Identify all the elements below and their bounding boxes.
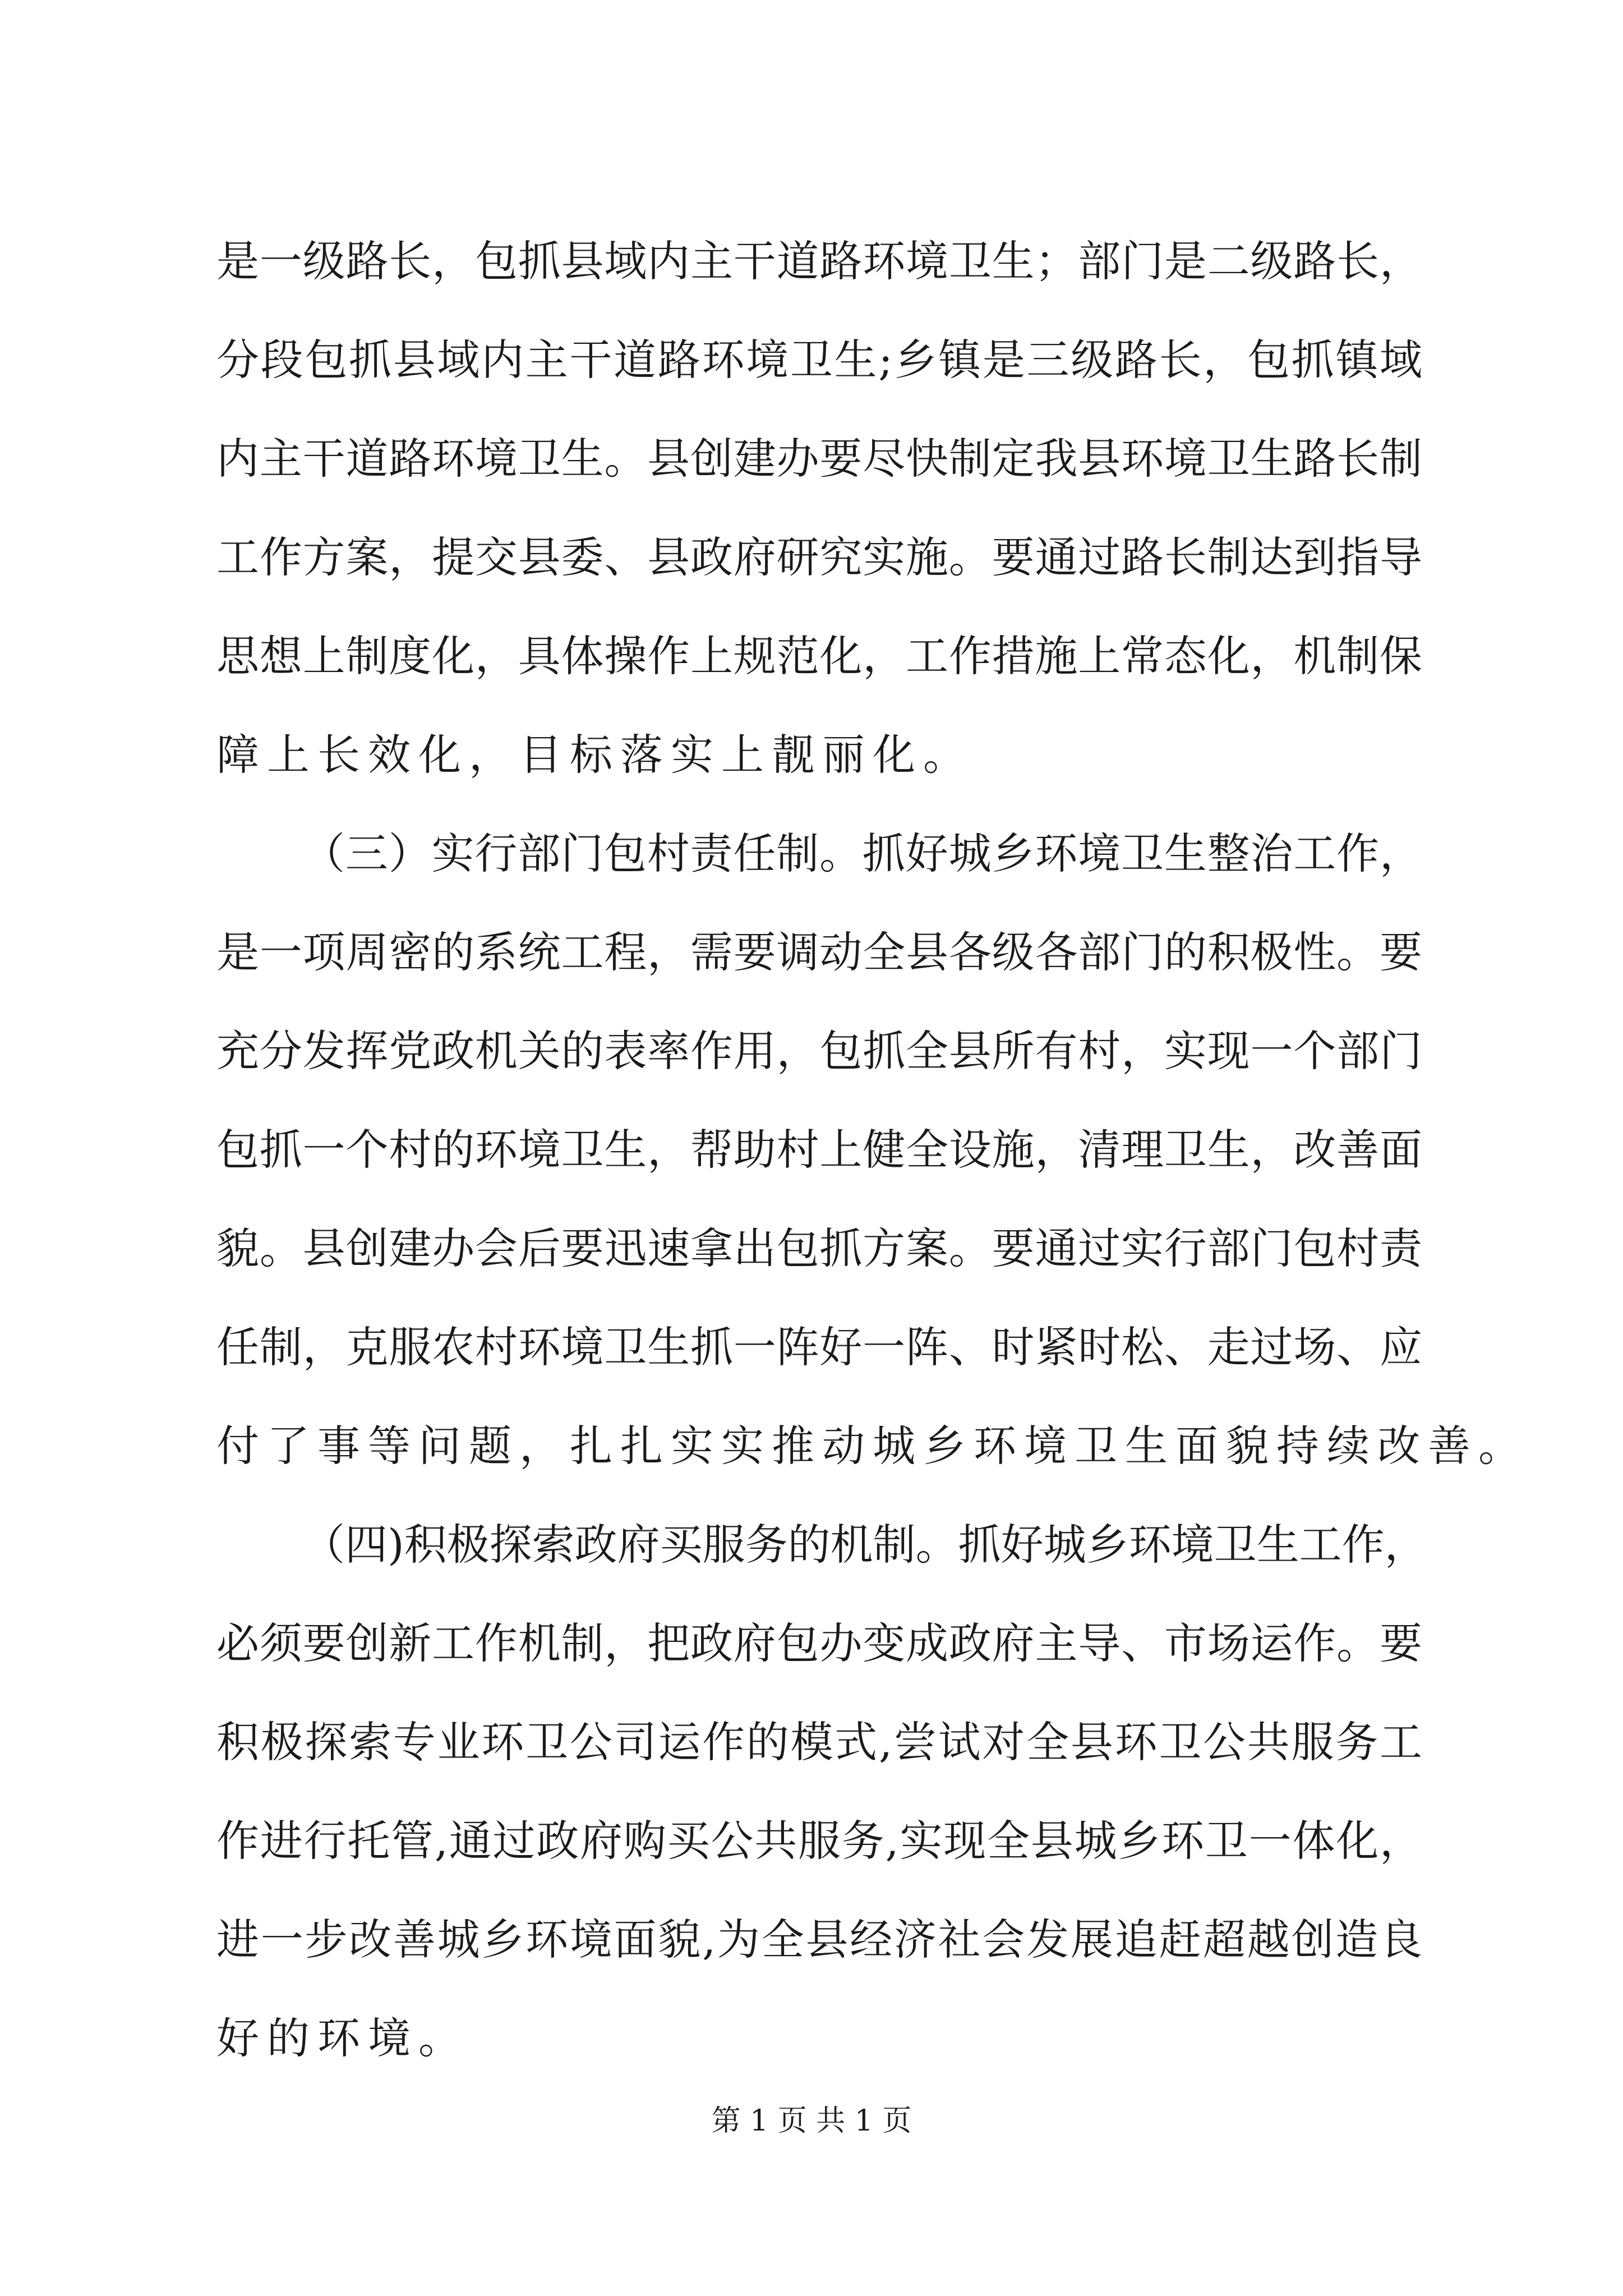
text-line: （三）实行部门包村责任制。抓好城乡环境卫生整治工作，: [302, 829, 1422, 878]
text-line: 好的环境。: [216, 2013, 469, 2063]
text-line: 内主干道路环境卫生。县创建办要尽快制定我县环境卫生路长制: [216, 434, 1422, 484]
text-line: 必须要创新工作机制，把政府包办变成政府主导、市场运作。要: [216, 1618, 1422, 1668]
text-line: 任制，克服农村环境卫生抓一阵好一阵、时紧时松、走过场、应: [216, 1322, 1422, 1372]
text-line: 作进行托管,通过政府购买公共服务,实现全县城乡环卫一体化，: [216, 1816, 1422, 1866]
text-line: 工作方案，提交县委、县政府研究实施。要通过路长制达到指导: [216, 532, 1422, 582]
text-line: 积极探索专业环卫公司运作的模式,尝试对全县环卫公共服务工: [216, 1717, 1422, 1767]
text-line: 思想上制度化，具体操作上规范化，工作措施上常态化，机制保: [216, 631, 1422, 681]
text-line: 包抓一个村的环境卫生，帮助村上健全设施，清理卫生，改善面: [216, 1125, 1422, 1175]
text-line: 障上长效化，目标落实上靓丽化。: [216, 730, 974, 780]
text-line: 分段包抓县域内主干道路环境卫生;乡镇是三级路长，包抓镇域: [216, 335, 1422, 385]
page-number-footer: 第 1 页 共 1 页: [711, 2104, 912, 2138]
text-line: 是一项周密的系统工程，需要调动全县各级各部门的积极性。要: [216, 927, 1422, 977]
text-line: 付了事等问题，扎扎实实推动城乡环境卫生面貌持续改善。: [216, 1421, 1529, 1471]
text-line: 充分发挥党政机关的表率作用，包抓全县所有村，实现一个部门: [216, 1026, 1422, 1076]
paragraph-government-purchase-services: [216, 1496, 1427, 2088]
document-body: [216, 212, 1529, 2088]
text-line: 进一步改善城乡环境面貌,为全县经济社会发展追赶超越创造良: [216, 1915, 1422, 1964]
text-line: 貌。县创建办会后要迅速拿出包抓方案。要通过实行部门包村责: [216, 1223, 1422, 1273]
paragraph-road-chief-system: [216, 212, 1422, 804]
paragraph-department-village-responsibility: [216, 804, 1529, 1496]
text-line: （四)积极探索政府买服务的机制。抓好城乡环境卫生工作，: [302, 1520, 1427, 1570]
text-line: 是一级路长，包抓县域内主干道路环境卫生；部门是二级路长，: [216, 236, 1422, 286]
